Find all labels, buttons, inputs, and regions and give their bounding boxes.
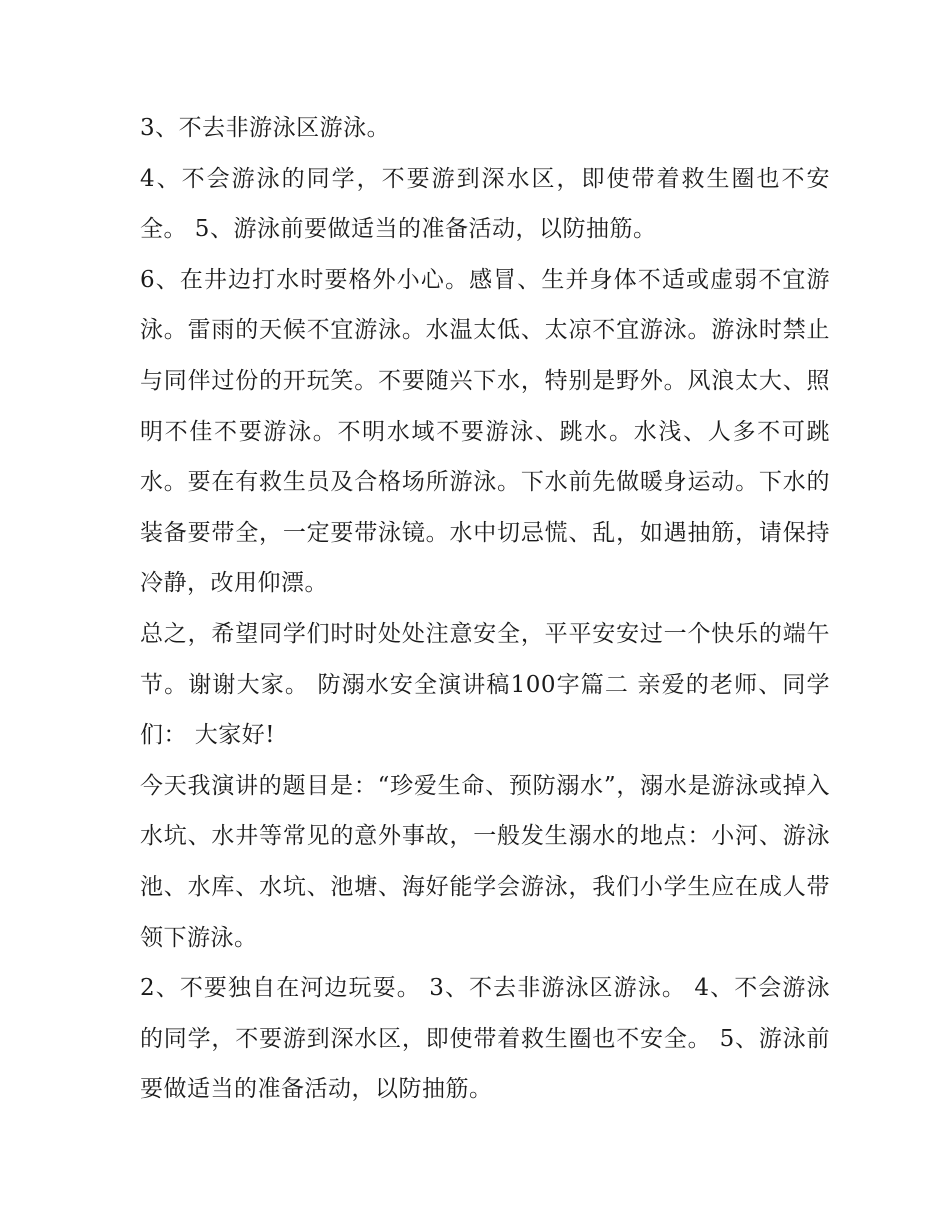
paragraph-6: 2、不要独自在河边玩耍。 3、不去非游泳区游泳。 4、不会游泳的同学，不要游到深水区，即使带着救生圈也不安全。 5、游泳前要做适当的准备活动，以防抽筋。 xyxy=(140,975,830,1103)
paragraph-1: 3、不去非游泳区游泳。 xyxy=(140,115,391,141)
paragraph-2: 4、不会游泳的同学，不要游到深水区，即使带着救生圈也不安全。 5、游泳前要做适当的准备活动，以防抽筋。 xyxy=(140,165,830,243)
paragraph-3: 6、在井边打水时要格外小心。感冒、生并身体不适或虚弱不宜游泳。雷雨的天候不宜游泳。水温太低、太凉不宜游泳。游泳时禁止与同伴过份的开玩笑。不要随兴下水，特别是野外。风浪太大、照明不佳不要游泳。不明水域不要游泳、跳水。水浅、人多不可跳水。要在有救生员及合格场所游泳。下水前先做暖身运动。下水的装备要带全，一定要带泳镜。水中切忌慌、乱，如遇抽筋，请保持冷静，改用仰漂。 xyxy=(140,266,830,597)
paragraph-4: 总之，希望同学们时时处处注意安全，平平安安过一个快乐的端午节。谢谢大家。 防溺水安全演讲稿100字篇二 亲爱的老师、同学们： 大家好! xyxy=(140,620,830,749)
paragraph-5: 今天我演讲的题目是：“珍爱生命、预防溺水”，溺水是游泳或掉入水坑、水井等常见的意外事故，一般发生溺水的地点：小河、游泳池、水库、水坑、池塘、海好能学会游泳，我们小学生应在成人带领下游泳。 xyxy=(140,772,830,951)
